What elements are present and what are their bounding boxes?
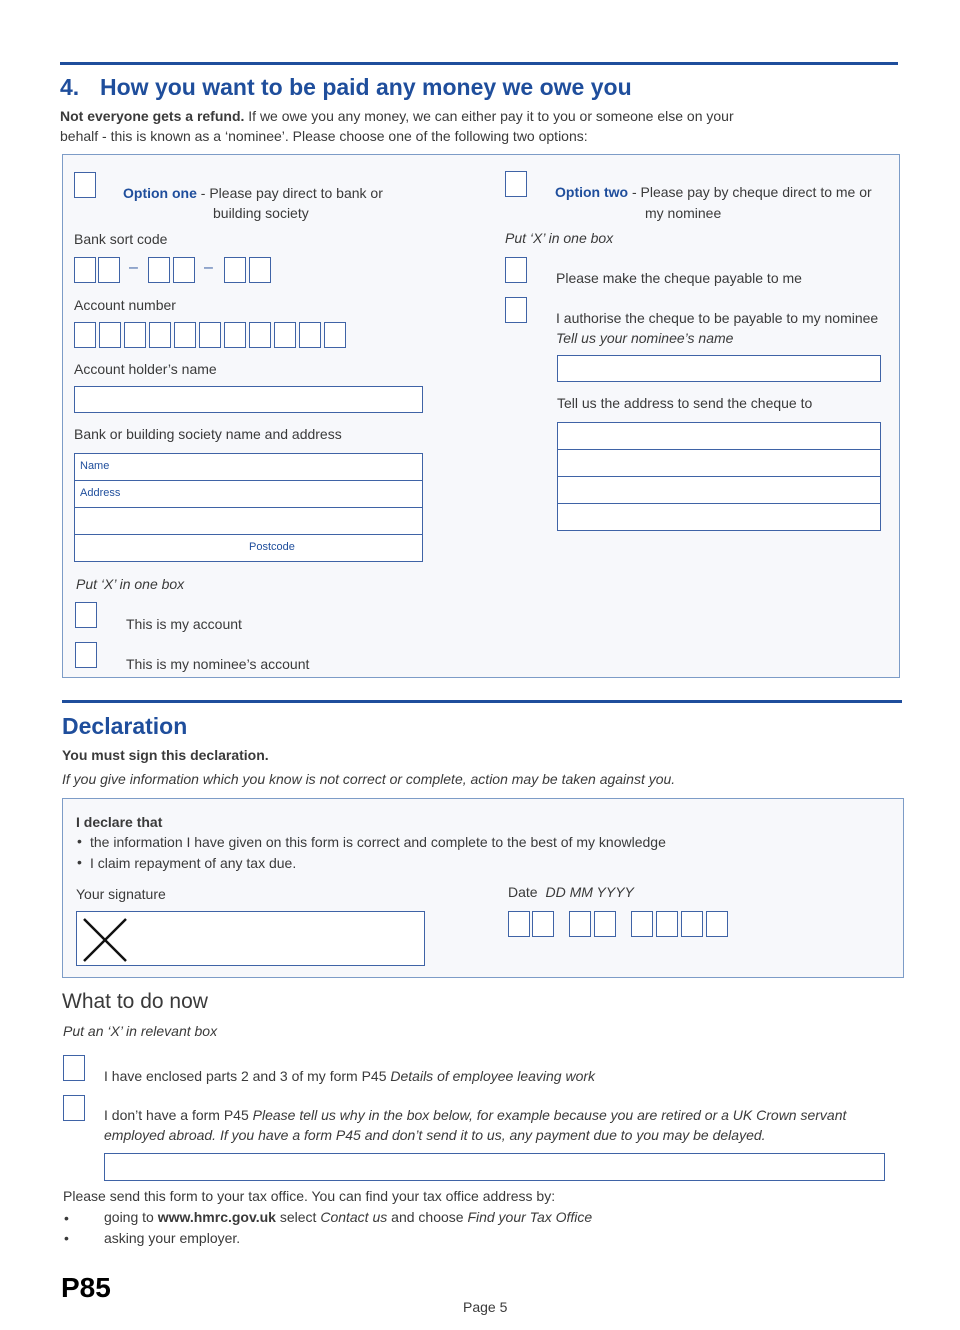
nominee-name-input[interactable] <box>557 355 881 382</box>
option-one-title: Option one <box>123 185 197 201</box>
send-form-text: Please send this form to your tax office. You can find your tax office address by: <box>63 1188 556 1204</box>
account-holder-input[interactable] <box>74 386 423 413</box>
bank-name-address-label: Bank or building society name and address <box>74 426 342 442</box>
my-account-checkbox[interactable] <box>75 602 97 628</box>
bank-address-field-label: Address <box>80 487 121 499</box>
intro-bold: Not everyone gets a refund. <box>60 108 245 124</box>
asking-employer-text: asking your employer. <box>104 1230 241 1246</box>
sort-code-digit[interactable] <box>249 257 271 283</box>
account-number-digit[interactable] <box>299 322 321 348</box>
nominee-account-label: This is my nominee’s account <box>126 656 310 672</box>
date-year-digit[interactable] <box>631 911 653 937</box>
no-p45-text: I don’t have a form P45 <box>104 1107 253 1123</box>
cheque-address-line-3[interactable] <box>557 476 881 504</box>
date-year-digit[interactable] <box>656 911 678 937</box>
date-label: Date <box>508 884 538 900</box>
enclosed-italic: Details of employee leaving work <box>390 1068 596 1084</box>
option-two-checkbox[interactable] <box>505 171 527 197</box>
option-two-title: Option two <box>555 184 629 200</box>
declaration-rule <box>62 700 902 703</box>
account-number-digit[interactable] <box>124 322 146 348</box>
find-office-text: Find your Tax Office <box>467 1209 593 1225</box>
date-year-digit[interactable] <box>706 911 728 937</box>
no-p45-italic-1: Please tell us why in the box below, for example because you are retired or a UK Crown servant <box>252 1107 847 1123</box>
no-p45-checkbox[interactable] <box>63 1095 85 1121</box>
no-p45-label <box>104 1107 846 1123</box>
account-number-digit[interactable] <box>249 322 271 348</box>
enclosed-text: I have enclosed parts 2 and 3 of my form P45 <box>104 1068 391 1084</box>
signature-cross-icon <box>82 917 128 963</box>
intro-line-1 <box>60 108 734 124</box>
section-rule <box>60 62 898 65</box>
and-choose-text: and choose <box>387 1209 468 1225</box>
date-month-digit[interactable] <box>594 911 616 937</box>
signature-label: Your signature <box>76 886 166 902</box>
declare-bullet-1: the information I have given on this form is correct and complete to the best of my knowledge <box>90 834 666 850</box>
sort-code-separator: – <box>129 259 138 276</box>
account-holder-label: Account holder’s name <box>74 361 217 377</box>
account-number-digit[interactable] <box>174 322 196 348</box>
account-number-digit[interactable] <box>324 322 346 348</box>
date-format: DD MM YYYY <box>545 884 634 900</box>
payable-to-me-checkbox[interactable] <box>505 257 527 283</box>
declare-bullet-2: I claim repayment of any tax due. <box>90 855 297 871</box>
sort-code-digit[interactable] <box>74 257 96 283</box>
option-two-desc-2: my nominee <box>645 205 722 221</box>
postcode-field-label: Postcode <box>249 541 295 553</box>
option-one-checkbox[interactable] <box>74 172 96 198</box>
nominee-name-prompt: Tell us your nominee’s name <box>556 330 734 346</box>
option-two-heading <box>555 184 872 200</box>
bank-name-field-label: Name <box>80 460 110 472</box>
sort-code-separator: – <box>204 259 213 276</box>
date-label-row <box>508 884 634 900</box>
must-sign-text: You must sign this declaration. <box>62 747 269 763</box>
section-number: 4. <box>60 74 80 100</box>
hmrc-link[interactable]: www.hmrc.gov.uk <box>157 1209 276 1225</box>
nominee-account-checkbox[interactable] <box>75 642 97 668</box>
account-number-digit[interactable] <box>149 322 171 348</box>
what-now-put-x: Put an ‘X’ in relevant box <box>63 1023 218 1039</box>
option-two-desc-1: - Please pay by cheque direct to me or <box>628 184 872 200</box>
account-number-digit[interactable] <box>99 322 121 348</box>
date-month-digit[interactable] <box>569 911 591 937</box>
declaration-title: Declaration <box>62 713 188 739</box>
option-one-desc-1: - Please pay direct to bank or <box>196 185 383 201</box>
payable-to-nominee-label: I authorise the cheque to be payable to my nominee <box>556 310 879 326</box>
option-two-put-x: Put ‘X’ in one box <box>505 230 614 246</box>
bullet-dot: • <box>64 1210 69 1226</box>
account-number-digit[interactable] <box>74 322 96 348</box>
sort-code-digit[interactable] <box>148 257 170 283</box>
date-year-digit[interactable] <box>681 911 703 937</box>
date-day-digit[interactable] <box>532 911 554 937</box>
declare-heading: I declare that <box>76 814 163 830</box>
signature-input[interactable] <box>76 911 425 966</box>
sort-code-digit[interactable] <box>98 257 120 283</box>
no-p45-italic-2: employed abroad. If you have a form P45 and don’t send it to us, any payment due to you may be delayed. <box>104 1127 766 1143</box>
bullet-dot: • <box>77 854 82 870</box>
intro-text-1: If we owe you any money, we can either pay it to you or someone else on your <box>244 108 734 124</box>
bank-name-input[interactable] <box>74 453 423 481</box>
select-text: select <box>275 1209 321 1225</box>
intro-line-2: behalf - this is known as a ‘nominee’. Please choose one of the following two options: <box>60 128 588 144</box>
account-number-digit[interactable] <box>199 322 221 348</box>
bank-address-input[interactable] <box>74 480 423 508</box>
page-number: Page 5 <box>463 1299 508 1315</box>
form-code: P85 <box>61 1272 111 1303</box>
enclosed-p45-label <box>104 1068 595 1084</box>
going-to-line <box>104 1209 592 1225</box>
cheque-address-line-2[interactable] <box>557 449 881 477</box>
contact-us-text: Contact us <box>320 1209 388 1225</box>
no-p45-reason-input[interactable] <box>104 1153 885 1181</box>
bullet-dot: • <box>64 1230 69 1246</box>
date-day-digit[interactable] <box>508 911 530 937</box>
account-number-digit[interactable] <box>274 322 296 348</box>
section-title: How you want to be paid any money we owe you <box>100 74 632 100</box>
option-one-desc-2: building society <box>213 205 309 221</box>
bullet-dot: • <box>77 833 82 849</box>
cheque-address-label: Tell us the address to send the cheque to <box>557 395 813 411</box>
what-now-title: What to do now <box>62 990 208 1013</box>
going-to-text: going to <box>104 1209 158 1225</box>
sort-code-digit[interactable] <box>173 257 195 283</box>
enclosed-p45-checkbox[interactable] <box>63 1055 85 1081</box>
sort-code-label: Bank sort code <box>74 231 168 247</box>
options-panel <box>62 154 900 678</box>
bank-address-line-2[interactable] <box>74 507 423 535</box>
cheque-address-line-1[interactable] <box>557 422 881 450</box>
declaration-warning: If you give information which you know is not correct or complete, action may be taken against you. <box>62 771 676 787</box>
payable-to-nominee-checkbox[interactable] <box>505 297 527 323</box>
option-one-put-x: Put ‘X’ in one box <box>76 576 185 592</box>
account-number-digit[interactable] <box>224 322 246 348</box>
payable-to-me-label: Please make the cheque payable to me <box>556 270 802 286</box>
my-account-label: This is my account <box>126 616 242 632</box>
cheque-address-line-4[interactable] <box>557 503 881 531</box>
account-number-label: Account number <box>74 297 176 313</box>
sort-code-digit[interactable] <box>224 257 246 283</box>
option-one-heading <box>123 185 383 201</box>
